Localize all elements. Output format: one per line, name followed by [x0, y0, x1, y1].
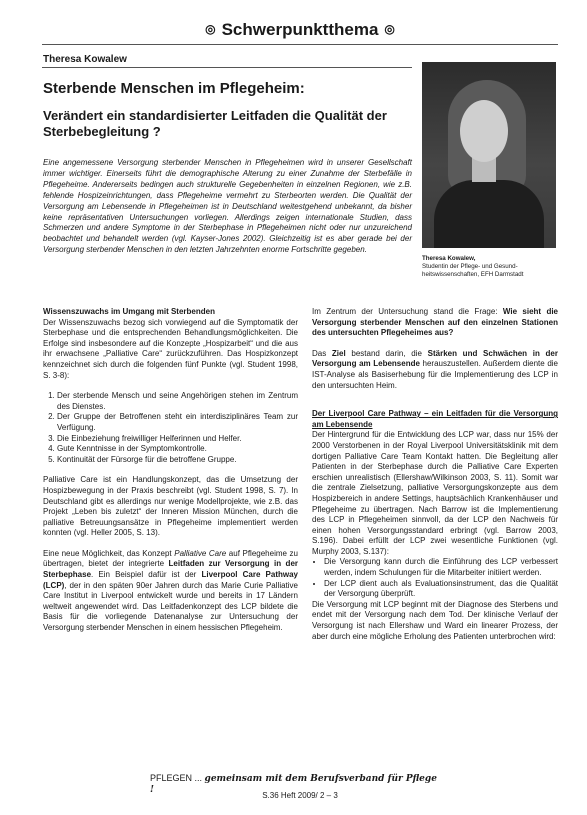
- section-title: Schwerpunktthema: [221, 20, 379, 39]
- functions-list: [312, 557, 558, 599]
- author-photo: [422, 62, 556, 248]
- article-intro: Eine angemessene Versorgung sterbender Menschen in Pflegeheimen wird in unserer Gesellschaft immer wichtiger. Einerseits führt die demographische Alterung zu einer Zunahme der Sterbefälle in Pflegeheime. Andererseits bedingen auch strukturelle Gegebenheiten in einzelnen Regionen, wie z.B. fehlende Hospizeinrichtungen, dass Pflegeheime vermehrt zu Sterbeorten werden. Die Qualität der Versorgung am Lebensende in Pflegeheimen ist in Deutschland weitestgehend unbekannt, da bisher keine repräsentativen Untersuchungen vorliegen. Allerdings zeigen internationale Studien, dass Schmerzen und andere Symptome in der Sterbephase in Pflegeheimen nicht oder nur unzureichend beobachtet und behandelt werden (vgl. Kayser-Jones 2002). Gleichzeitig ist es aber gerade bei der Versorgung sterbender Menschen in den letzten Jahrzehnten enorme Fortschritte gegeben.: [43, 158, 412, 255]
- paragraph: Das Ziel bestand darin, die Stärken und Schwächen in der Versorgung am Lebensende herauszustellen. Außerdem diente die IST-Analyse als Basiserhebung für die Implementierung des LCP in den untersuchten Heim.: [312, 348, 559, 390]
- page-number: S.36 Heft 2009/ 2 – 3: [262, 791, 338, 800]
- paragraph: Der Wissenszuwachs bezog sich vorwiegend auf die Symptomatik der Sterbephase und die entsprechenden Behandlungsmöglichkeiten. Die Erfolge sind insbesondere auf die Konzepte „Hospizarbeit“ und die aus ihr erwachsene „Palliative Care“ zurückzuführen. Das Hospizkonzept kennzeichnet sich durch die folgenden fünf Punkte (vgl. Student 1998, S. 3-8):: [43, 317, 298, 380]
- author-rule: [42, 67, 412, 68]
- paragraph: Eine neue Möglichkeit, das Konzept Palliative Care auf Pflegeheime zu übertragen, bietet der integrierte Leitfaden zur Versorgung in der Sterbephase. Ein Beispiel dafür ist der Liverpool Care Pathway (LCP), der in den späten 90er Jahren durch das Marie Curie Palliative Care Institut in Liverpool entwickelt wurde und bereits in 17 Ländern weltweit angewendet wird. Das Leitfadenkonzept des LCP bildete die Basis für die vorliegende Datenanalyse zur Untersuchung der Versorgung sterbender Menschen in einem hessischen Pflegeheim.: [43, 548, 299, 633]
- paragraph: Palliative Care ist ein Handlungskonzept, das die Umsetzung der Hospizbewegung in der Praxis beschreibt (vgl. Student 1998, S. 7). In Deutschland gibt es allerdings nur wenige Modellprojekte, wie z.B. das Projekt „Leben bis zuletzt“ der Inneren Mission München, durch die palliative Betreuungsansätze in Pflegeheime implementiert werden konnten (vgl. Heller 2005, S. 13).: [43, 475, 298, 538]
- paragraph: Der Hintergrund für die Entwicklung des LCP war, dass nur 15% der 2000 Verstorbenen in der Royal Liverpool Universitätsklinik mit dem dortigen Palliative Care Team Kontakt hatten. Die Begleitung aller Patienten in der Sterbephase durch die Palliative Care Experten erschien unrealistisch (Ellershaw/Wilkinson 2003, S. 11). Somit war die zentrale Zielsetzung, palliative Versorgungskonzepte aus dem Hospizbereich in andere Settings, hauptsächlich Krankenhäuser und Pflegeheime zu übertragen. Nach Barrow ist die Implementierung des LCP in Pflegeheimen sinnvoll, da der LCP den Nachweis für einen hohen Versorgungsstandard erbringt (vgl. Barrow 2003, S.196). Dabei erfüllt der LCP zwei wesentliche Funktionen (vgl. Murphy 2003, S.137):: [312, 430, 558, 556]
- list-item: 5. Kontinuität der Fürsorge für die betroffene Gruppe.: [57, 455, 298, 466]
- author-name: Theresa Kowalew: [43, 54, 127, 65]
- paragraph: Im Zentrum der Untersuchung stand die Frage: Wie sieht die Versorgung sterbender Menschen auf den einzelnen Stationen des untersuchten Pflegeheimes aus?: [312, 307, 559, 338]
- section-header: [42, 20, 558, 40]
- article-subtitle: Verändert ein standardisierter Leitfaden die Qualität der Sterbebegleitung ?: [43, 108, 387, 139]
- list-item: 3. Die Einbeziehung freiwilliger Helferinnen und Helfer.: [57, 434, 298, 445]
- ring-icon: ◎: [205, 22, 216, 36]
- right-column: [312, 307, 558, 642]
- list-item: 4. Gute Kenntnisse in der Symptomkontrolle.: [57, 444, 298, 455]
- caption-name: Theresa Kowalew,: [422, 255, 476, 262]
- photo-caption: [422, 255, 558, 279]
- hospice-points-list: [43, 391, 298, 465]
- section-heading: Wissenszuwachs im Umgang mit Sterbenden: [43, 307, 215, 316]
- caption-line: Studentin der Pflege- und Gesund-: [422, 263, 518, 270]
- article-title: Sterbende Menschen im Pflegeheim:: [43, 80, 305, 97]
- list-item: 2. Der Gruppe der Betroffenen steht ein interdisziplinäres Team zur Verfügung.: [57, 412, 298, 433]
- section-heading: Der Liverpool Care Pathway – ein Leitfaden für die Versorgung am Lebensende: [312, 409, 558, 429]
- footer-tagline: gemeinsam mit dem Berufsverband für Pflege !: [150, 774, 437, 795]
- list-item: • Die Versorgung kann durch die Einführung des LCP verbessert werden, indem Schulungen für die Mitarbeiter initiiert werden.: [324, 557, 558, 578]
- paragraph: Die Versorgung mit LCP beginnt mit der Diagnose des Sterbens und endet mit der Versorgung nach dem Tod. Der klinische Verlauf der Versorgung ist nach Ellershaw und Ward ein linearer Prozess, der aber durch eine mögliche Erholung des Patienten unterbrochen wird:: [312, 599, 558, 641]
- caption-line: heitswissenschaften, EFH Darmstadt: [422, 271, 524, 278]
- list-item: • Der LCP dient auch als Evaluationsinstrument, das die Qualität der Versorgung überprüft.: [324, 579, 558, 600]
- ring-icon: ◎: [384, 22, 395, 36]
- list-item: 1. Der sterbende Mensch und seine Angehörigen stehen im Zentrum des Dienstes.: [57, 391, 298, 412]
- left-column: [43, 307, 298, 644]
- header-rule: [42, 44, 558, 45]
- footer-brand: PFLEGEN ...: [150, 773, 203, 783]
